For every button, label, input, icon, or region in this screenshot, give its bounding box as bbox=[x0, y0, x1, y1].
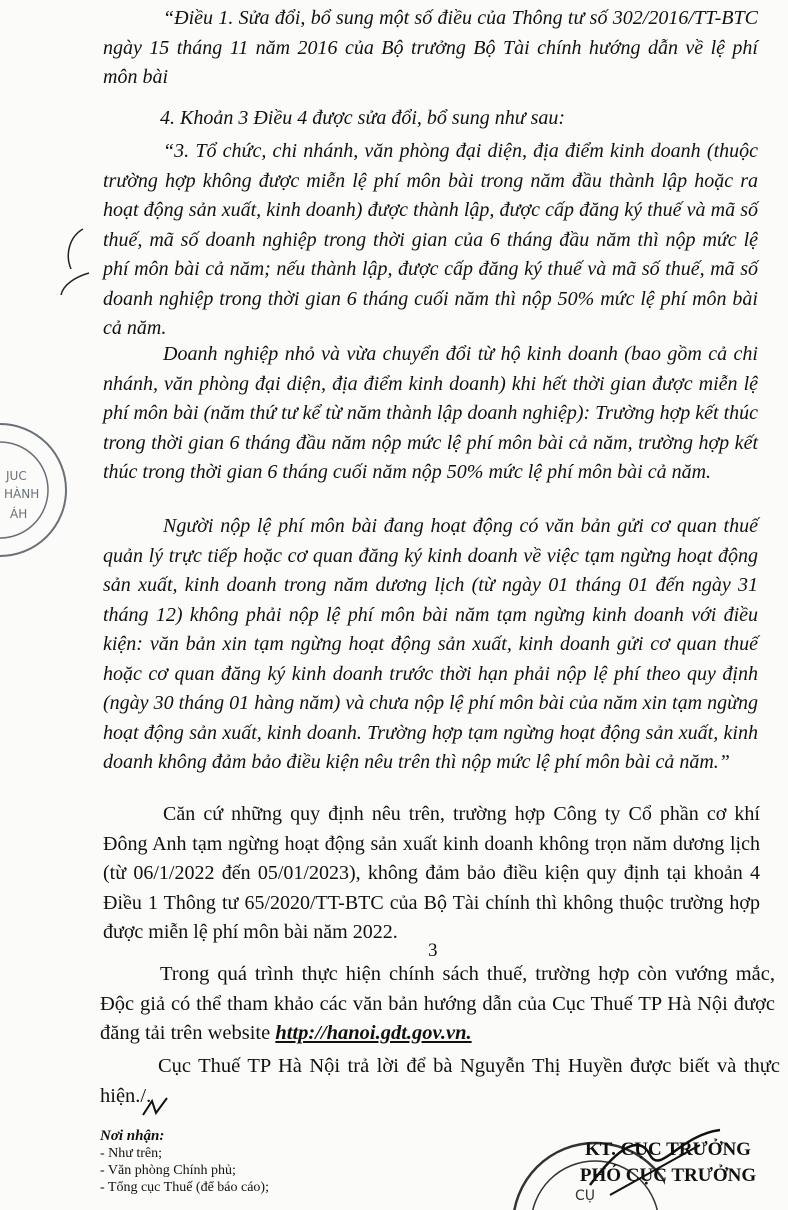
svg-text:HÀNH: HÀNH bbox=[4, 487, 40, 501]
recipients-block bbox=[100, 1128, 269, 1196]
guidance-paragraph bbox=[100, 960, 775, 1049]
page-number: 3 bbox=[428, 940, 438, 961]
amendment-paragraph-2: Doanh nghiệp nhỏ và vừa chuyển đổi từ hộ kinh doanh (bao gồm cả chi nhánh, văn phòng đại diện, địa điểm kinh doanh) khi hết thời gian được miễn lệ phí môn bài (năm thứ tư kể từ năm thành lập doanh nghiệp): Trường hợp kết thúc trong thời gian 6 tháng đầu năm nộp mức lệ phí môn bài cả năm, trường hợp kết thúc trong thời gian 6 tháng cuối năm nộp 50% mức lệ phí môn bài cả năm. bbox=[103, 343, 758, 483]
conclusion-paragraph: Căn cứ những quy định nêu trên, trường hợp Công ty Cổ phần cơ khí Đông Anh tạm ngừng hoạt động sản xuất kinh doanh không trọn năm dương lịch (từ 06/1/2022 đến 05/01/2023), không đảm bảo điều kiện quy định tại khoản 4 Điều 1 Thông tư 65/2020/TT-BTC của Bộ Tài chính thì không thuộc trường hợp được miễn lệ phí môn bài năm 2022. bbox=[103, 803, 760, 943]
guidance-text: Trong quá trình thực hiện chính sách thuế, trường hợp còn vướng mắc, Độc giả có thể tham khảo các văn bản hướng dẫn của Cục Thuế TP Hà Nội được đăng tải trên website bbox=[100, 963, 775, 1044]
reply-paragraph: Cục Thuế TP Hà Nội trả lời để bà Nguyễn Thị Huyền được biết và thực hiện./. bbox=[100, 1055, 780, 1107]
signer-line-1: KT. CỤC TRƯỞNG bbox=[585, 1139, 751, 1160]
recipients-title: Nơi nhận: bbox=[100, 1128, 165, 1144]
amendment-paragraph-3: Người nộp lệ phí môn bài đang hoạt động có văn bản gửi cơ quan thuế quản lý trực tiếp hoặc cơ quan đăng ký kinh doanh về việc tạm ngừng hoạt động sản xuất, kinh doanh trong năm dương lịch (từ ngày 01 tháng 01 đến ngày 31 tháng 12) không phải nộp lệ phí môn bài năm tạm ngừng kinh doanh với điều kiện: văn bản xin tạm ngừng hoạt động sản xuất, kinh doanh gửi cơ quan thuế hoặc cơ quan đăng ký kinh doanh trước thời hạn phải nộp lệ phí theo quy định (ngày 30 tháng 01 hàng năm) và chưa nộp lệ phí môn bài của năm xin tạm ngừng hoạt động sản xuất, kinh doanh. Trường hợp tạm ngừng hoạt động sản xuất, kinh doanh không đảm bảo điều kiện nêu trên thì nộp mức lệ phí môn bài cả năm.” bbox=[103, 515, 758, 773]
signer-line-2: PHÓ CỤC TRƯỞNG bbox=[579, 1165, 757, 1186]
svg-text:ÁH: ÁH bbox=[10, 507, 28, 521]
svg-text:CỤ: CỤ bbox=[575, 1188, 596, 1204]
pen-tick bbox=[140, 1095, 170, 1120]
amendment-clause: 4. Khoản 3 Điều 4 được sửa đổi, bổ sung như sau: bbox=[160, 107, 566, 129]
amendment-heading: “Điều 1. Sửa đổi, bổ sung một số điều của Thông tư số 302/2016/TT-BTC ngày 15 tháng 11 năm 2016 của Bộ trưởng Bộ Tài chính hướng dẫn về lệ phí môn bài bbox=[103, 7, 758, 88]
recipient-item: - Như trên; bbox=[100, 1146, 163, 1161]
pen-mark bbox=[55, 225, 95, 315]
official-seal-left bbox=[0, 420, 70, 560]
website-link[interactable]: http://hanoi.gdt.gov.vn. bbox=[275, 1022, 472, 1044]
amendment-paragraph-1: “3. Tổ chức, chi nhánh, văn phòng đại diện, địa điểm kinh doanh (thuộc trường hợp không được miễn lệ phí môn bài trong năm đầu thành lập hoặc ra hoạt động sản xuất, kinh doanh) được thành lập, được cấp đăng ký thuế và mã số thuế, mã số doanh nghiệp trong thời gian của 6 tháng đầu năm thì nộp mức lệ phí môn bài cả năm; nếu thành lập, được cấp đăng ký thuế và mã số thuế, mã số doanh nghiệp trong thời gian 6 tháng cuối năm thì nộp 50% mức lệ phí môn bài cả năm. bbox=[103, 140, 758, 339]
svg-text:JUC: JUC bbox=[6, 469, 27, 483]
handwritten-signature bbox=[580, 1125, 730, 1200]
recipient-item: - Văn phòng Chính phủ; bbox=[100, 1163, 236, 1178]
recipient-item: - Tổng cục Thuế (để báo cáo); bbox=[100, 1180, 269, 1195]
